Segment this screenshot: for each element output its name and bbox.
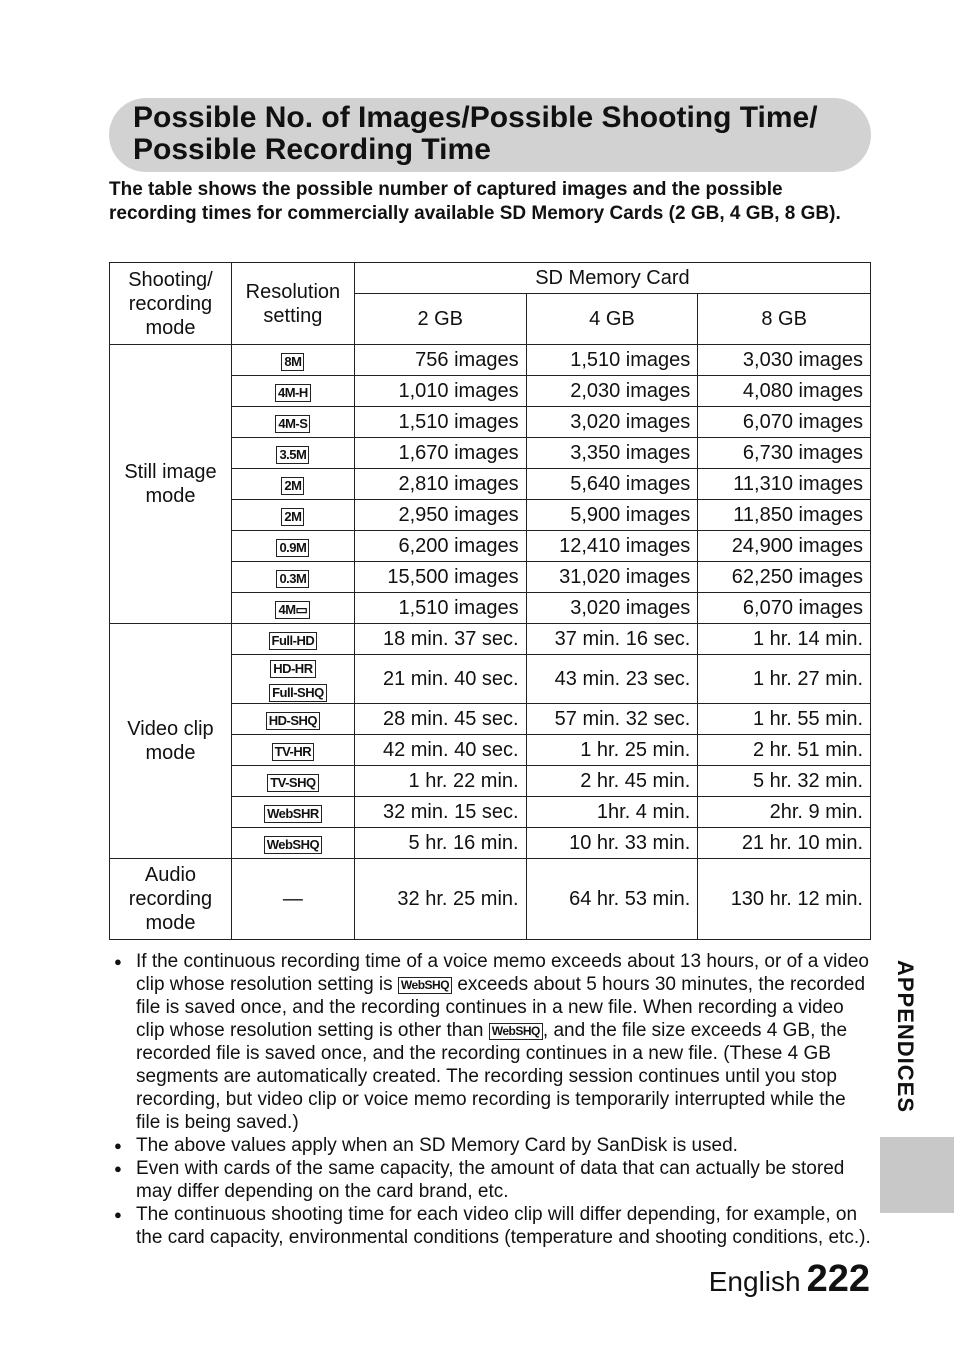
intro-paragraph: The table shows the possible number of captured images and the possible recording times for commercially available SD Memory Cards (2 GB, 4 GB, 8 GB). [109,179,841,224]
header-8gb: 8 GB [698,294,871,345]
header-2gb: 2 GB [354,294,526,345]
section-tab-label: APPENDICES [893,960,918,1114]
still-mode-label: Still image mode [110,345,232,624]
note-text: If the continuous recording time of a voice memo exceeds about 13 hours, or of a video clip whose resolution setting is [136,951,869,995]
value-cell-gb4: 37 min. 16 sec. [526,624,698,655]
value-cell-gb4: 57 min. 32 sec. [526,704,698,735]
value-cell-gb2: 1,010 images [354,376,526,407]
value-cell-gb2: 756 images [354,345,526,376]
audio-resolution: — [231,859,354,940]
resolution-cell [231,345,354,376]
value-cell-gb2: 32 min. 15 sec. [354,797,526,828]
resolution-cell [231,469,354,500]
resolution-icon: 4M-H [275,384,311,402]
resolution-cell [231,376,354,407]
resolution-icon: 3.5M [276,446,309,464]
resolution-icon: WebSHQ [398,977,452,994]
resolution-icon: 8M [281,353,304,371]
resolution-icon: TV-HR [272,743,315,761]
value-cell-gb4: 10 hr. 33 min. [526,828,698,859]
resolution-icon: 0.3M [276,570,309,588]
value-cell-gb4: 2 hr. 45 min. [526,766,698,797]
header-4gb: 4 GB [526,294,698,345]
table-row [110,345,871,376]
resolution-cell [231,828,354,859]
note-text: , and the file size exceeds 4 GB, the recorded file is saved once, and the recording continues in a new file. (These 4 GB segments are automatically created. The recording session continues until you stop recording, but video clip or voice memo recording is temporarily interrupted while the file is being saved.) [136,1020,848,1133]
value-cell-gb2: 18 min. 37 sec. [354,624,526,655]
value-cell-gb8: 21 hr. 10 min. [698,828,871,859]
table-header-row [110,263,871,294]
value-cell-gb2: 1,510 images [354,593,526,624]
resolution-icon: WebSHQ [264,836,322,854]
resolution-icon: TV-SHQ [267,774,318,792]
resolution-cell [231,624,354,655]
table-row [110,624,871,655]
resolution-cell [231,735,354,766]
value-cell-gb2: 6,200 images [354,531,526,562]
resolution-icon: Full-SHQ [269,684,327,702]
note-item [112,950,872,1134]
value-cell-gb8: 6,070 images [698,407,871,438]
value-cell-gb2: 2,950 images [354,500,526,531]
value-cell-gb2: 1,510 images [354,407,526,438]
value-cell-gb4: 5,900 images [526,500,698,531]
page-footer [709,1258,870,1301]
value-cell-gb4: 2,030 images [526,376,698,407]
value-cell-gb8: 4,080 images [698,376,871,407]
resolution-icon: WebSHR [264,805,322,823]
resolution-icon: 4M-S [275,415,310,433]
resolution-icon: HD-SHQ [266,712,320,730]
resolution-icon: HD-HR [270,660,315,678]
value-cell-gb2: 2,810 images [354,469,526,500]
audio-2gb: 32 hr. 25 min. [354,859,526,940]
resolution-cell [231,438,354,469]
value-cell-gb8: 1 hr. 14 min. [698,624,871,655]
value-cell-gb2: 1 hr. 22 min. [354,766,526,797]
header-resolution: Resolution setting [231,263,354,345]
section-tab-marker [880,1137,954,1213]
header-sd-card: SD Memory Card [354,263,870,294]
audio-4gb: 64 hr. 53 min. [526,859,698,940]
page-number: 222 [806,1258,870,1300]
audio-8gb: 130 hr. 12 min. [698,859,871,940]
value-cell-gb2: 28 min. 45 sec. [354,704,526,735]
value-cell-gb8: 5 hr. 32 min. [698,766,871,797]
value-cell-gb8: 1 hr. 27 min. [698,655,871,704]
title-banner [109,98,871,172]
note-item: ● The above values apply when an SD Memory Card by SanDisk is used. [112,1134,872,1157]
resolution-icon: WebSHQ [489,1023,543,1040]
note-item: ● Even with cards of the same capacity, the amount of data that can actually be stored may differ depending on the card brand, etc. [112,1157,872,1203]
value-cell-gb4: 3,350 images [526,438,698,469]
resolution-icon: 2M [281,508,304,526]
resolution-cell [231,593,354,624]
still-image-section [110,345,871,624]
resolution-cell [231,766,354,797]
resolution-icon: 2M [281,477,304,495]
resolution-icon: Full-HD [269,632,318,650]
notes-list [112,950,872,1249]
value-cell-gb4: 31,020 images [526,562,698,593]
resolution-cell [231,797,354,828]
resolution-cell [231,562,354,593]
value-cell-gb8: 2hr. 9 min. [698,797,871,828]
section-tab [888,960,918,1130]
value-cell-gb2: 15,500 images [354,562,526,593]
value-cell-gb8: 11,850 images [698,500,871,531]
value-cell-gb4: 1 hr. 25 min. [526,735,698,766]
header-mode: Shooting/ recording mode [110,263,232,345]
resolution-cell [231,655,354,704]
resolution-cell [231,531,354,562]
table-row [110,859,871,940]
capacity-table [109,262,871,940]
value-cell-gb8: 11,310 images [698,469,871,500]
value-cell-gb2: 5 hr. 16 min. [354,828,526,859]
value-cell-gb8: 3,030 images [698,345,871,376]
page-title-line2: Possible Recording Time [133,133,491,166]
page-title-line1: Possible No. of Images/Possible Shooting Time/ [133,101,818,134]
video-clip-section [110,624,871,859]
video-mode-label: Video clip mode [110,624,232,859]
value-cell-gb8: 2 hr. 51 min. [698,735,871,766]
value-cell-gb4: 1hr. 4 min. [526,797,698,828]
resolution-cell [231,407,354,438]
value-cell-gb2: 1,670 images [354,438,526,469]
audio-mode-label: Audio recording mode [110,859,232,940]
resolution-cell [231,500,354,531]
value-cell-gb8: 6,730 images [698,438,871,469]
value-cell-gb4: 5,640 images [526,469,698,500]
value-cell-gb4: 43 min. 23 sec. [526,655,698,704]
footer-language: English [708,1266,801,1297]
page-title [133,102,818,166]
value-cell-gb8: 6,070 images [698,593,871,624]
value-cell-gb2: 21 min. 40 sec. [354,655,526,704]
value-cell-gb8: 1 hr. 55 min. [698,704,871,735]
value-cell-gb8: 24,900 images [698,531,871,562]
value-cell-gb4: 3,020 images [526,407,698,438]
resolution-cell [231,704,354,735]
value-cell-gb4: 3,020 images [526,593,698,624]
resolution-icon: 4M▭ [275,601,310,619]
note-text: exceeds about 5 hours 30 minutes, the recorded file is saved once, and the recording continues in a new file. When recording a video clip whose resolution setting is other than [136,974,866,1041]
value-cell-gb8: 62,250 images [698,562,871,593]
value-cell-gb2: 42 min. 40 sec. [354,735,526,766]
value-cell-gb4: 1,510 images [526,345,698,376]
note-item: ● The continuous shooting time for each video clip will differ depending, for example, on the card capacity, environmental conditions (temperature and shooting conditions, etc.). [112,1203,872,1249]
resolution-icon: 0.9M [276,539,309,557]
value-cell-gb4: 12,410 images [526,531,698,562]
